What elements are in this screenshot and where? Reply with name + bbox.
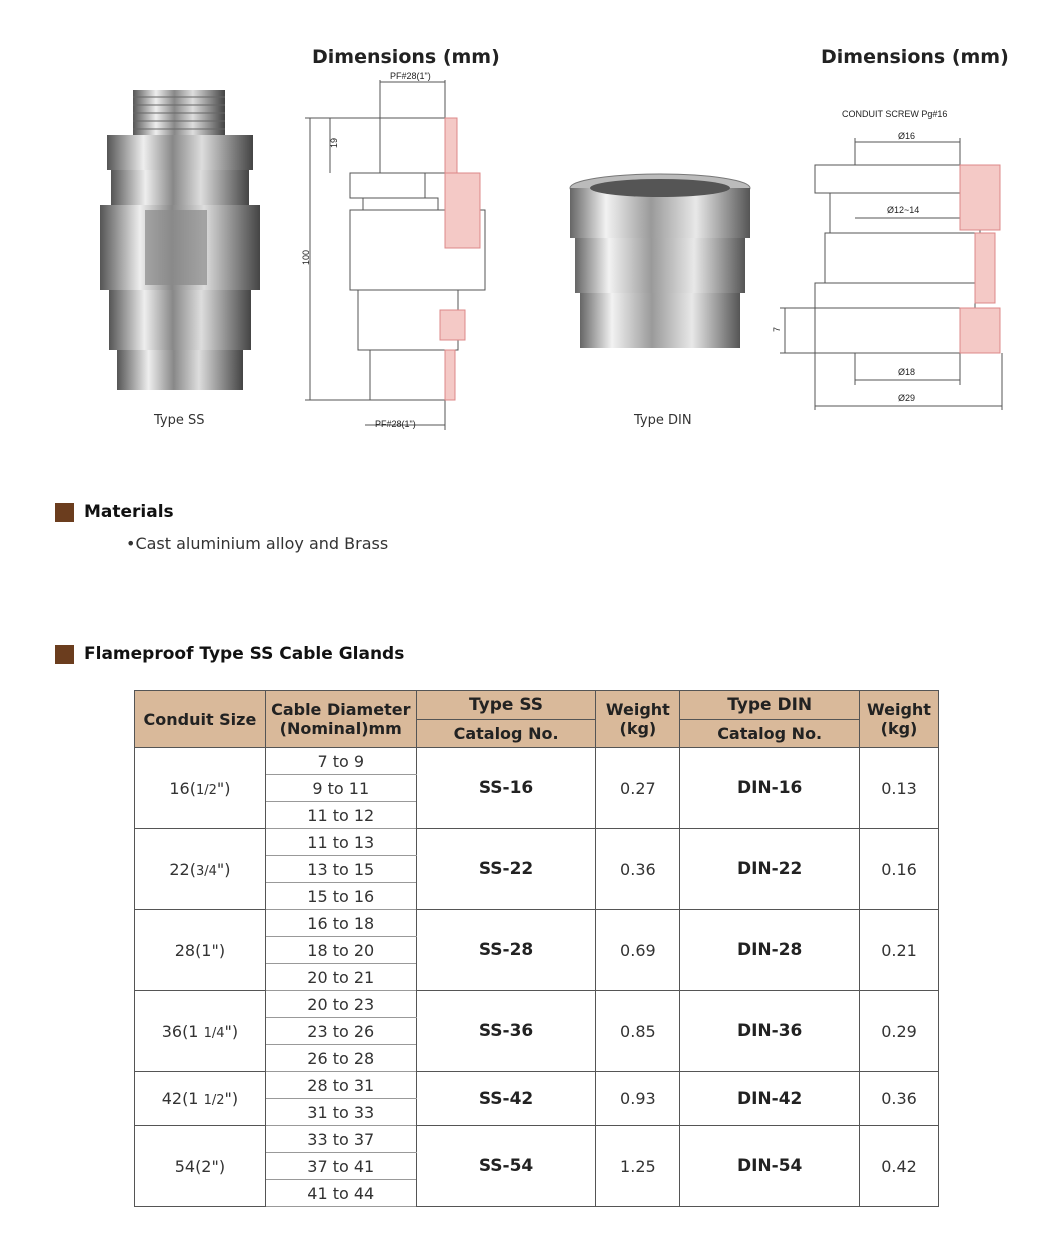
conduit-size-fraction: 3/4 — [195, 863, 217, 879]
cable-diameter-cell: 7 to 9 — [265, 748, 416, 775]
weight-ss-cell: 1.25 — [596, 1126, 680, 1207]
cable-diameter-cell: 33 to 37 — [265, 1126, 416, 1153]
glands-heading — [55, 644, 404, 664]
din-d12-label: Ø12~14 — [887, 205, 920, 215]
catalog-din-cell: DIN-16 — [680, 748, 860, 829]
cable-diameter-cell: 13 to 15 — [265, 856, 416, 883]
section-marker — [55, 503, 74, 522]
materials-heading-text: Materials — [84, 502, 174, 522]
header-weight-ss — [596, 691, 680, 748]
cable-diameter-cell: 11 to 13 — [265, 829, 416, 856]
weight-ss-cell: 0.93 — [596, 1072, 680, 1126]
header-conduit-size: Conduit Size — [135, 691, 266, 748]
dimensions-title-right: Dimensions (mm) — [821, 46, 1009, 68]
header-weight-din — [860, 691, 939, 748]
cable-diameter-cell: 20 to 21 — [265, 964, 416, 991]
table-row — [135, 991, 939, 1018]
cable-glands-table — [134, 690, 939, 1207]
conduit-size-main: 36(1 — [161, 1021, 204, 1041]
conduit-size-main: 22( — [169, 859, 196, 879]
table-body — [135, 748, 939, 1207]
header-weight-din-line2: (kg) — [880, 719, 918, 738]
cable-diameter-cell: 31 to 33 — [265, 1099, 416, 1126]
cable-diameter-cell: 11 to 12 — [265, 802, 416, 829]
ss-top-thread-label: PF#28(1") — [390, 71, 431, 81]
weight-din-cell: 0.16 — [860, 829, 939, 910]
conduit-size-main: 42(1 — [161, 1089, 204, 1108]
catalog-ss-cell: SS-28 — [416, 910, 596, 991]
dimensions-title-left: Dimensions (mm) — [312, 46, 500, 68]
weight-din-cell: 0.36 — [860, 1072, 939, 1126]
type-ss-drawing — [295, 70, 495, 440]
materials-heading — [55, 502, 174, 522]
table-row — [135, 910, 939, 937]
catalog-ss-cell: SS-54 — [416, 1126, 596, 1207]
din-h7-label: 7 — [772, 326, 782, 332]
conduit-size-cell — [135, 748, 266, 829]
conduit-size-cell — [135, 910, 266, 991]
cable-diameter-cell: 20 to 23 — [265, 991, 416, 1018]
header-cable-line1: Cable Diameter — [271, 700, 411, 719]
din-screw-label: CONDUIT SCREW Pg#16 — [842, 109, 948, 119]
catalog-ss-cell: SS-22 — [416, 829, 596, 910]
table-row — [135, 1126, 939, 1153]
header-type-ss: Type SS — [416, 691, 596, 720]
ss-bottom-thread-label: PF#28(1") — [375, 419, 416, 429]
conduit-size-main: 28(1 — [174, 940, 212, 960]
type-ss-caption: Type SS — [154, 413, 205, 428]
ss-height-100-label: 100 — [301, 249, 311, 265]
cable-diameter-cell: 9 to 11 — [265, 775, 416, 802]
catalog-din-cell: DIN-28 — [680, 910, 860, 991]
table-row — [135, 748, 939, 775]
catalog-din-cell: DIN-54 — [680, 1126, 860, 1207]
ss-height-19-label: 19 — [329, 137, 339, 148]
din-d29-label: Ø29 — [898, 393, 916, 403]
conduit-size-end: ") — [211, 940, 226, 960]
weight-din-cell: 0.42 — [860, 1126, 939, 1207]
type-din-drawing — [770, 100, 1015, 420]
conduit-size-end: ") — [216, 778, 231, 798]
glands-heading-text: Flameproof Type SS Cable Glands — [84, 644, 405, 664]
catalog-ss-cell: SS-36 — [416, 991, 596, 1072]
header-weight-ss-line1: Weight — [605, 700, 670, 719]
conduit-size-main: 54(2 — [174, 1156, 212, 1176]
conduit-size-end: ") — [211, 1156, 226, 1176]
cable-diameter-cell: 15 to 16 — [265, 883, 416, 910]
weight-din-cell: 0.13 — [860, 748, 939, 829]
conduit-size-fraction: 1/2 — [195, 782, 217, 798]
conduit-size-cell — [135, 991, 266, 1072]
weight-ss-cell: 0.85 — [596, 991, 680, 1072]
section-marker — [55, 645, 74, 664]
conduit-size-cell — [135, 1126, 266, 1207]
conduit-size-cell — [135, 829, 266, 910]
cable-diameter-cell: 41 to 44 — [265, 1180, 416, 1207]
header-cable-line2: (Nominal)mm — [279, 719, 402, 738]
materials-item: •Cast aluminium alloy and Brass — [126, 534, 389, 553]
din-d18-label: Ø18 — [898, 367, 916, 377]
table-row — [135, 1072, 939, 1099]
weight-ss-cell: 0.69 — [596, 910, 680, 991]
header-type-din: Type DIN — [680, 691, 860, 720]
header-cable-diameter — [265, 691, 416, 748]
din-d16-label: Ø16 — [898, 131, 916, 141]
cable-diameter-cell: 26 to 28 — [265, 1045, 416, 1072]
conduit-size-cell — [135, 1072, 266, 1126]
catalog-din-cell: DIN-42 — [680, 1072, 860, 1126]
catalog-din-cell: DIN-22 — [680, 829, 860, 910]
catalog-ss-cell: SS-42 — [416, 1072, 596, 1126]
conduit-size-fraction: 1/4 — [203, 1025, 225, 1041]
cable-diameter-cell: 28 to 31 — [265, 1072, 416, 1099]
cable-diameter-cell: 23 to 26 — [265, 1018, 416, 1045]
cable-diameter-cell: 16 to 18 — [265, 910, 416, 937]
weight-din-cell: 0.29 — [860, 991, 939, 1072]
weight-din-cell: 0.21 — [860, 910, 939, 991]
catalog-ss-cell: SS-16 — [416, 748, 596, 829]
header-catalog-din: Catalog No. — [680, 720, 860, 748]
type-din-caption: Type DIN — [634, 413, 692, 428]
type-ss-photo — [95, 85, 265, 395]
catalog-din-cell: DIN-36 — [680, 991, 860, 1072]
header-weight-din-line1: Weight — [867, 700, 931, 719]
conduit-size-main: 16( — [169, 778, 196, 798]
conduit-size-end: ") — [224, 1021, 239, 1041]
type-din-photo — [560, 170, 760, 360]
header-catalog-ss: Catalog No. — [416, 720, 596, 748]
weight-ss-cell: 0.36 — [596, 829, 680, 910]
header-weight-ss-line2: (kg) — [619, 719, 657, 738]
conduit-size-end: ") — [224, 1089, 239, 1108]
conduit-size-end: ") — [216, 859, 231, 879]
cable-diameter-cell: 37 to 41 — [265, 1153, 416, 1180]
conduit-size-fraction: 1/2 — [203, 1093, 225, 1108]
cable-diameter-cell: 18 to 20 — [265, 937, 416, 964]
weight-ss-cell: 0.27 — [596, 748, 680, 829]
table-row — [135, 829, 939, 856]
